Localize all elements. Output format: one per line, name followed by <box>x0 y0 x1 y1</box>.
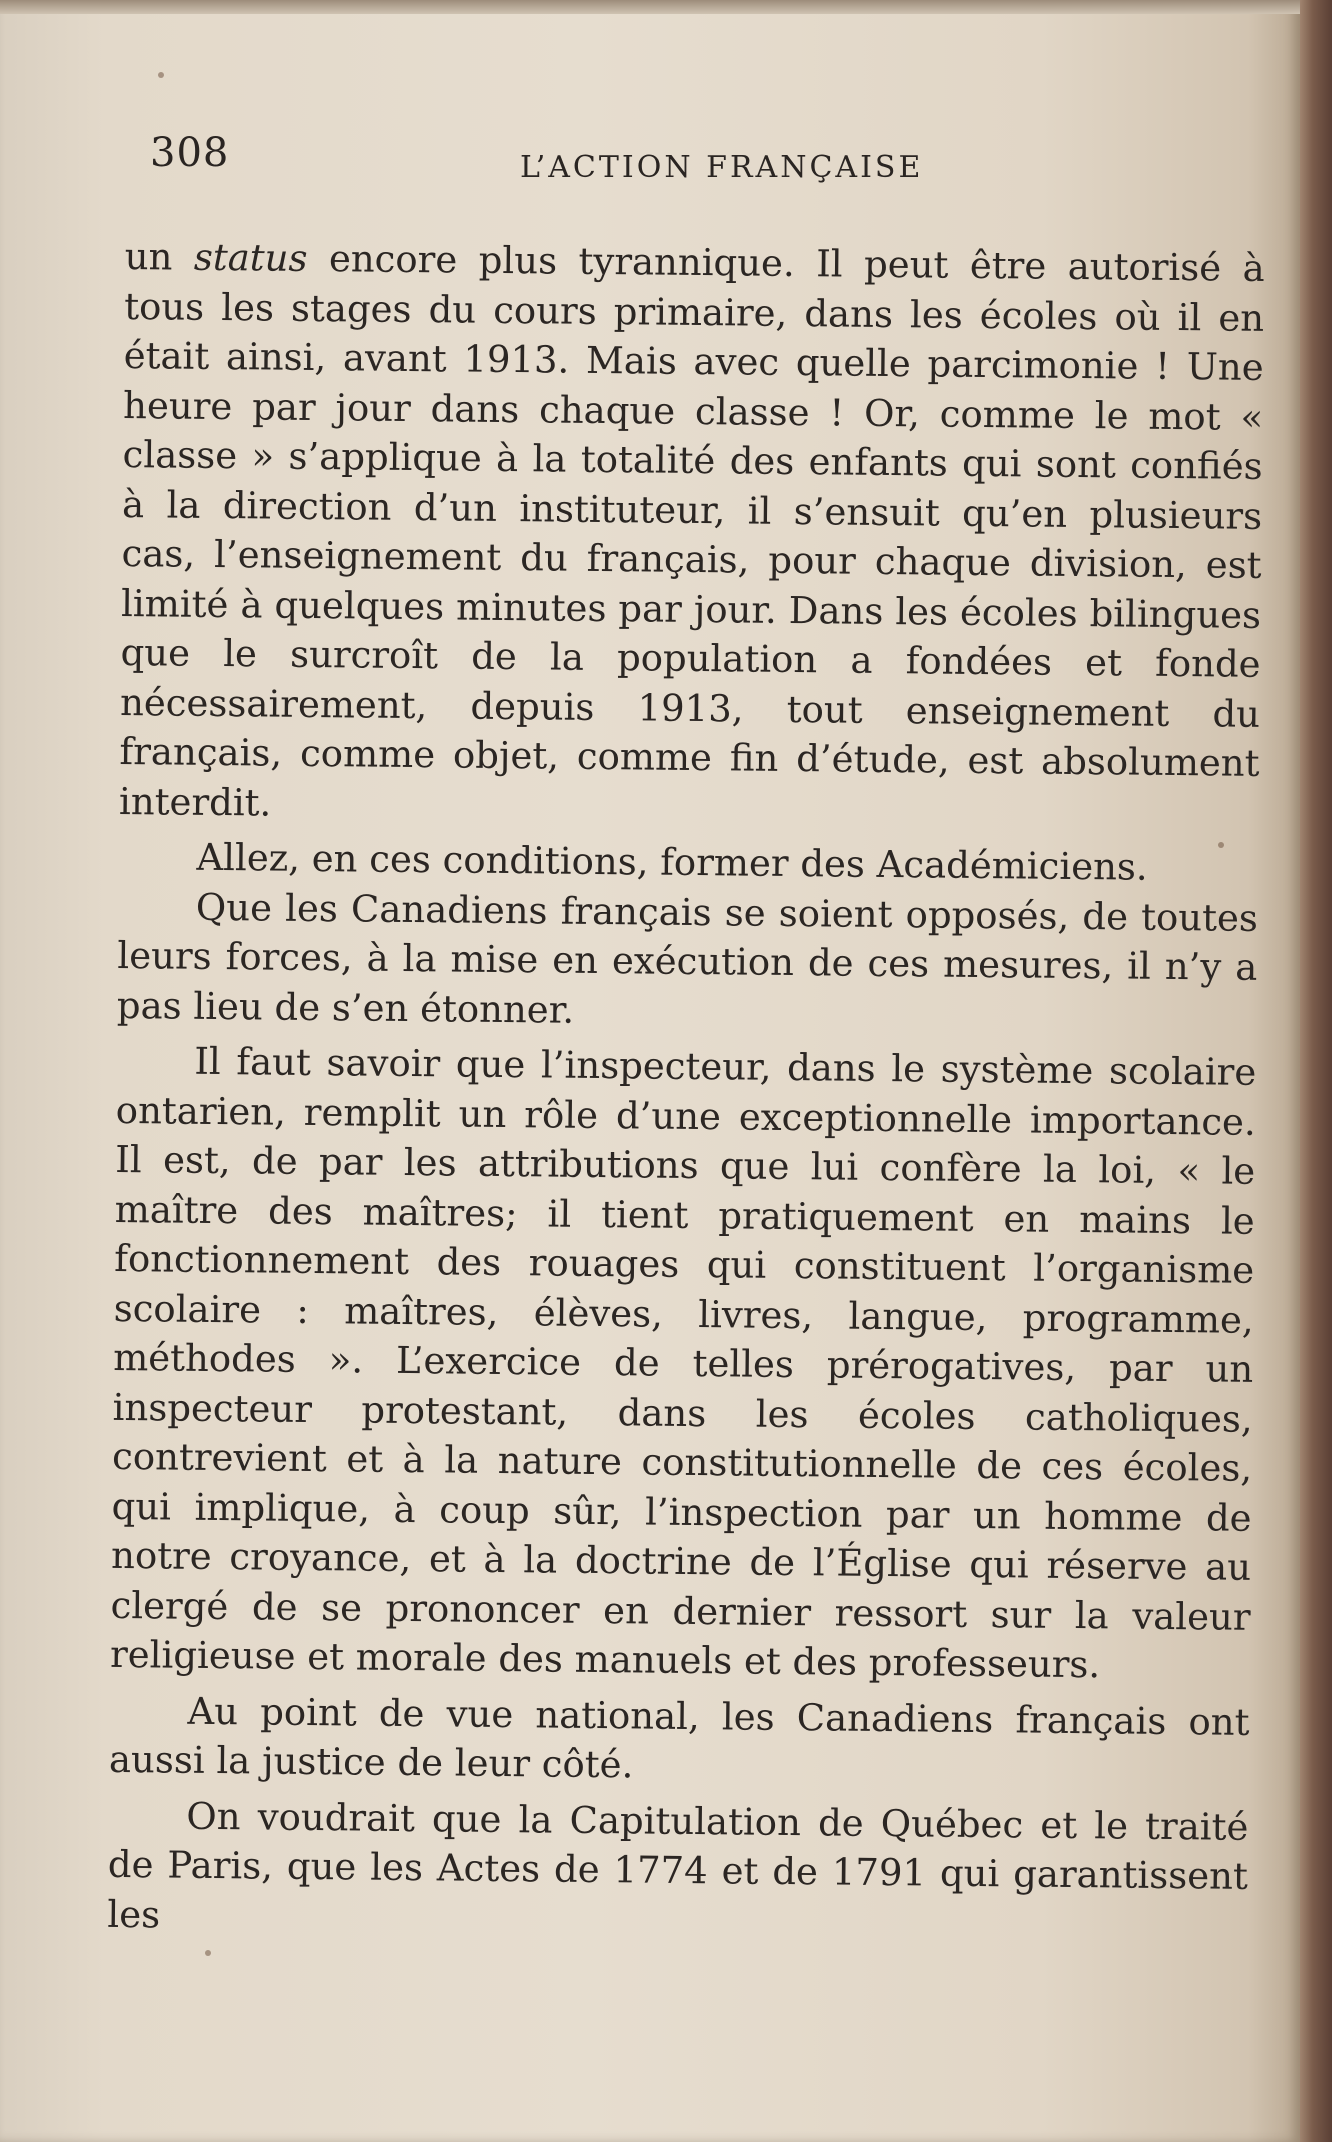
ink-speck <box>1218 842 1224 848</box>
page-number: 308 <box>150 130 230 176</box>
ink-speck <box>205 1950 211 1956</box>
book-spine-edge <box>1300 0 1332 2142</box>
page-header <box>150 120 1270 190</box>
paragraph-3: Que les Canadiens français se soient opposés, de toutes leurs forces, à la mise en exécution de ces mesures, il n’y a pas lieu de s’en étonner. <box>116 885 1259 1032</box>
ink-speck <box>158 72 164 78</box>
paragraph-4: Il faut savoir que l’inspecteur, dans le système scolaire ontarien, remplit un rôle d’une exceptionnelle importance. Il est, de par les attributions que lui confère la loi, « le maître des maîtres; il tient pratiquement en mains le fonctionnement des rouages qui constituent l’organisme scolaire : maîtres, élèves, livres, langue, programme, méthodes ». L’exercice de telles prérogatives, par un inspecteur protestant, dans les écoles catholiques, contrevient et à la nature constitutionnelle de ces écoles, qui implique, à coup sûr, l’inspection par un homme de notre croyance, et à la doctrine de l’Église qui réserve au clergé de se prononcer en dernier ressort sur la valeur religieuse et morale des manuels et des professeurs. <box>109 1039 1257 1687</box>
paragraph-5: Au point de vue national, les Canadiens français ont aussi la justice de leur côté. <box>108 1689 1250 1787</box>
paragraph-2: Allez, en ces conditions, former des Académiciens. <box>196 835 1148 889</box>
paragraph-1: un status encore plus tyrannique. Il peut être autorisé à tous les stages du cours primaire, dans les écoles où il en était ainsi, avant 1913. Mais avec quelle parcimonie ! Une heure par jour dans chaque classe ! Or, comme le mot « classe » s’applique à la totalité des enfants qui sont confiés à la direction d’un instituteur, il s’ensuit qu’en plusieurs cas, l’enseignement du français, pour chaque division, est limité à quelques minutes par jour. Dans les écoles bilingues que le surcroît de la population a fondées et fonde nécessairement, depuis 1913, tout enseignement du français, comme objet, comme fin d’étude, est absolument interdit. <box>118 234 1265 825</box>
running-title: L’ACTION FRANÇAISE <box>520 150 924 185</box>
body-text <box>107 232 1265 1951</box>
page-top-edge <box>0 0 1332 14</box>
paragraph-6: On voudrait que la Capitulation de Québec et le traité de Paris, que les Actes de 1774 et de 1791 qui garantissent les <box>107 1794 1249 1936</box>
italic-word: status <box>193 235 308 280</box>
